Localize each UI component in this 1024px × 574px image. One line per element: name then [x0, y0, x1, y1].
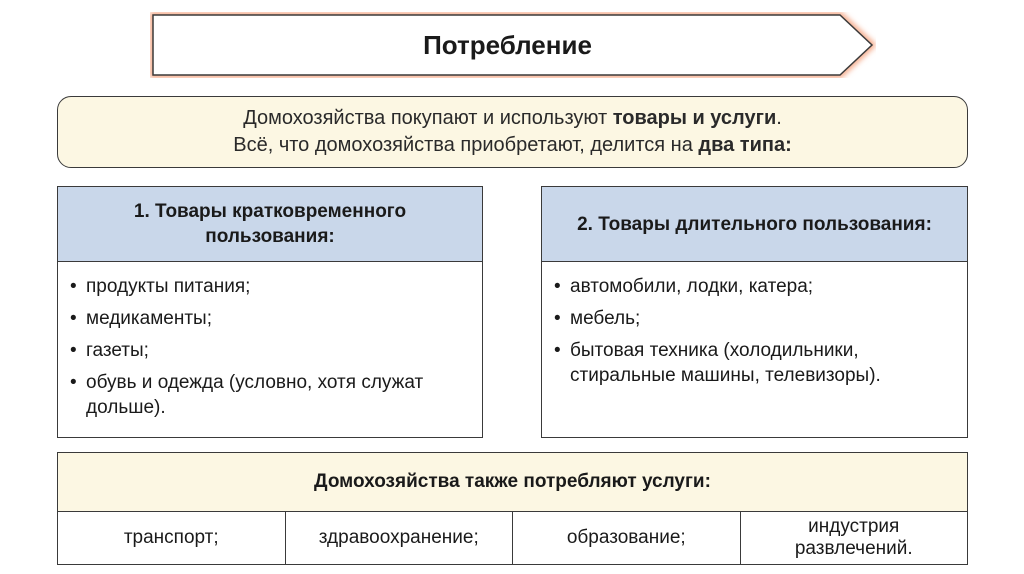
- services-table: [57, 452, 968, 565]
- long-term-goods-heading: [542, 187, 967, 262]
- intro-line-2-bold: два типа:: [698, 134, 792, 156]
- short-term-goods-box: [57, 186, 483, 438]
- list-item-text: бытовая техника (холодильники, стиральные машины, телевизоры).: [570, 340, 881, 386]
- bullet-icon: •: [70, 276, 77, 297]
- intro-line-2: [233, 132, 791, 159]
- long-term-goods-list: [542, 262, 967, 388]
- service-cell-text: здравоохранение;: [318, 527, 479, 548]
- service-cell: [513, 512, 741, 564]
- list-item: [554, 274, 955, 299]
- service-cell-text: образование;: [566, 527, 686, 548]
- intro-line-1-end: .: [776, 107, 782, 129]
- services-row: [58, 512, 967, 564]
- list-item: [70, 338, 470, 363]
- services-heading: Домохозяйства также потребляют услуги:: [58, 453, 967, 512]
- intro-line-1-bold: товары и услуги: [612, 107, 777, 129]
- short-term-goods-list: [58, 262, 482, 420]
- list-item: [554, 338, 950, 388]
- bullet-icon: •: [554, 276, 561, 297]
- list-item: [70, 274, 470, 299]
- service-cell: [286, 512, 514, 564]
- page-title: Потребление: [423, 29, 592, 60]
- list-item: [70, 370, 426, 420]
- service-cell-text: индустрия развлечений.: [794, 516, 913, 559]
- short-term-goods-heading-text: 1. Товары кратковременного пользования:: [133, 201, 407, 247]
- service-cell: [58, 512, 286, 564]
- list-item-text: мебель;: [570, 308, 641, 329]
- service-cell: [741, 512, 968, 564]
- list-item-text: обувь и одежда (условно, хотя служат дольше).: [86, 372, 424, 418]
- list-item-text: автомобили, лодки, катера;: [570, 276, 814, 297]
- intro-box: [57, 96, 968, 168]
- list-item-text: газеты;: [86, 340, 149, 361]
- long-term-goods-box: [541, 186, 968, 438]
- intro-line-1-text: Домохозяйства покупают и используют: [243, 107, 613, 129]
- bullet-icon: •: [70, 308, 77, 329]
- list-item: [70, 306, 470, 331]
- list-item-text: продукты питания;: [86, 276, 251, 297]
- intro-line-1: [243, 105, 782, 132]
- bullet-icon: •: [70, 340, 77, 361]
- bullet-icon: •: [554, 308, 561, 329]
- list-item-text: медикаменты;: [86, 308, 212, 329]
- bullet-icon: •: [554, 340, 561, 361]
- intro-line-2-text: Всё, что домохозяйства приобретают, делится на: [233, 134, 699, 156]
- list-item: [554, 306, 955, 331]
- short-term-goods-heading: [58, 187, 482, 262]
- long-term-goods-heading-text: 2. Товары длительного пользования:: [577, 213, 932, 235]
- service-cell-text: транспорт;: [123, 527, 219, 548]
- bullet-icon: •: [70, 372, 77, 393]
